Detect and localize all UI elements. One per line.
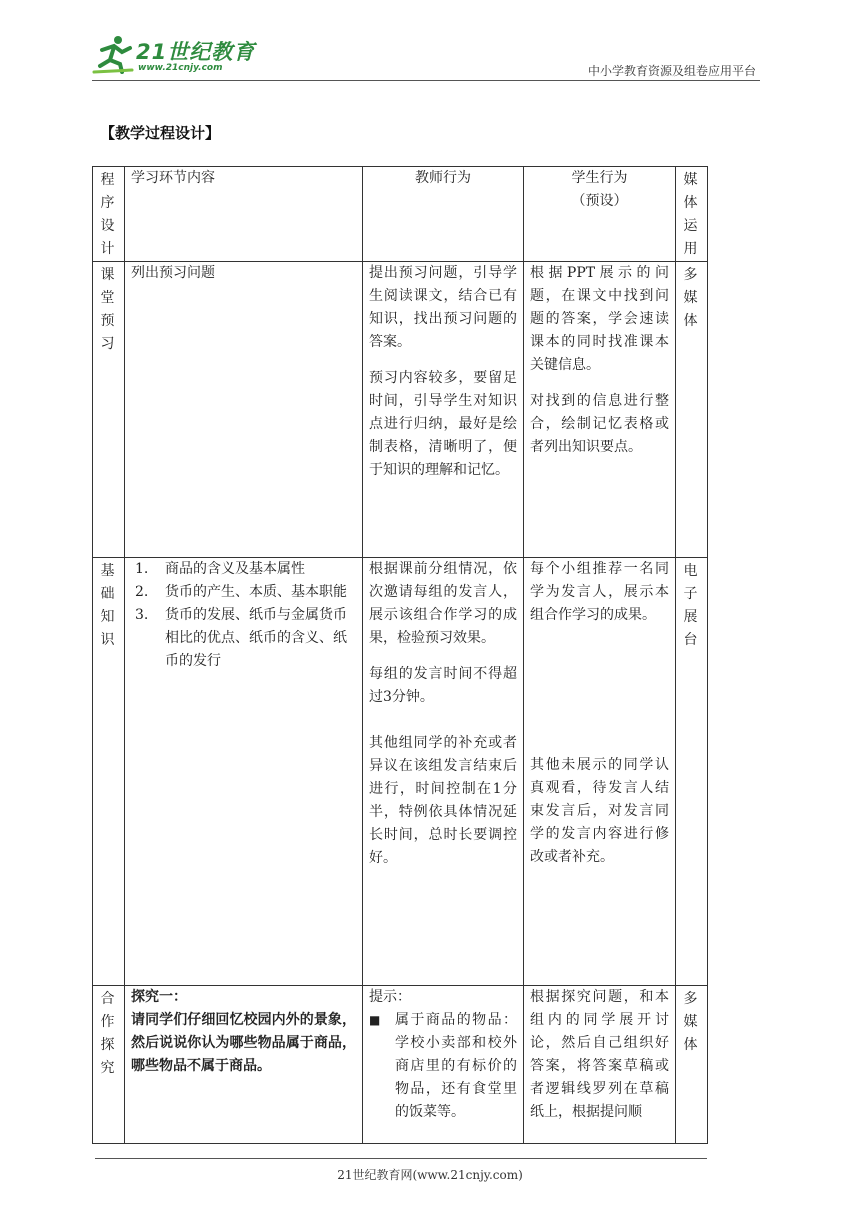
header-media: 媒体运用	[676, 167, 708, 262]
page-footer: 21世纪教育网(www.21cnjy.com)	[337, 1168, 523, 1182]
media-cell: 多媒体	[676, 986, 708, 1144]
table-row	[93, 262, 708, 558]
teacher-cell: 提出预习问题，引导学生阅读课文，结合已有知识，找出预习问题的答案。 预习内容较多，要留足时间，引导学生对知识点进行归纳，最好是绘制表格，清晰明了，便于知识的理解和记忆。	[363, 262, 524, 558]
table-header-row	[93, 167, 708, 262]
table-row	[93, 558, 708, 986]
logo-text: 21世纪教育	[136, 40, 256, 64]
content-cell: 探究一： 请同学们仔细回忆校园内外的景象，然后说说你认为哪些物品属于商品，哪些物品不属于商品。	[125, 986, 363, 1144]
table-row	[93, 986, 708, 1144]
header-student: 学生行为 （预设）	[524, 167, 676, 262]
teacher-cell: 根据课前分组情况，依次邀请每组的发言人，展示该组合作学习的成果，检验预习效果。 每组的发言时间不得超过3分钟。 其他组同学的补充或者异议在该组发言结束后进行，时间控制在1分半，特例依具体情况延长时间，总时长要调控好。	[363, 558, 524, 986]
footer-divider	[95, 1158, 707, 1159]
section-title: 【教学过程设计】	[100, 124, 221, 142]
media-cell: 电子展台	[676, 558, 708, 986]
content-cell: 列出预习问题	[125, 262, 363, 558]
student-cell: 根据PPT展示的问题，在课文中找到问题的答案，学会速读课本的同时找准课本关键信息。 对找到的信息进行整合，绘制记忆表格或者列出知识要点。	[524, 262, 676, 558]
teacher-cell: 提示： ■ 属于商品的物品：学校小卖部和校外商店里的有标价的物品，还有食堂里的饭菜等。	[363, 986, 524, 1144]
teaching-process-table	[92, 166, 708, 1144]
header-content: 学习环节内容	[125, 167, 363, 262]
list-item: 3. 货币的发展、纸币与金属货币相比的优点、纸币的含义、纸币的发行	[135, 607, 347, 669]
content-cell	[125, 558, 363, 986]
logo	[92, 30, 272, 76]
logo-url: www.21cnjy.com	[138, 63, 223, 73]
student-cell: 每个小组推荐一名同学为发言人，展示本组合作学习的成果。 其他未展示的同学认真观看，待发言人结束发言后，对发言同学的发言内容进行修改或者补充。	[524, 558, 676, 986]
header-divider	[92, 80, 760, 81]
platform-name: 中小学教育资源及组卷应用平台	[587, 64, 756, 78]
stage-cell: 基础知识	[93, 558, 125, 986]
header-procedure: 程序设计	[93, 167, 125, 262]
list-item: 2. 货币的产生、本质、基本职能	[135, 584, 347, 600]
knowledge-list	[131, 558, 356, 673]
header-teacher: 教师行为	[363, 167, 524, 262]
stage-cell: 课堂预习	[93, 262, 125, 558]
media-cell: 多媒体	[676, 262, 708, 558]
list-item: 1. 商品的含义及基本属性	[135, 561, 305, 577]
runner-logo-icon	[92, 34, 136, 74]
square-bullet-icon: ■	[369, 1013, 381, 1027]
page-header	[92, 30, 762, 82]
stage-cell: 合作探究	[93, 986, 125, 1144]
student-cell: 根据探究问题，和本组内的同学展开讨论，然后自己组织好答案，将答案草稿或者逻辑线罗列在草稿纸上，根据提问顺	[524, 986, 676, 1144]
list-item: ■ 属于商品的物品：学校小卖部和校外商店里的有标价的物品，还有食堂里的饭菜等。	[369, 1009, 517, 1124]
